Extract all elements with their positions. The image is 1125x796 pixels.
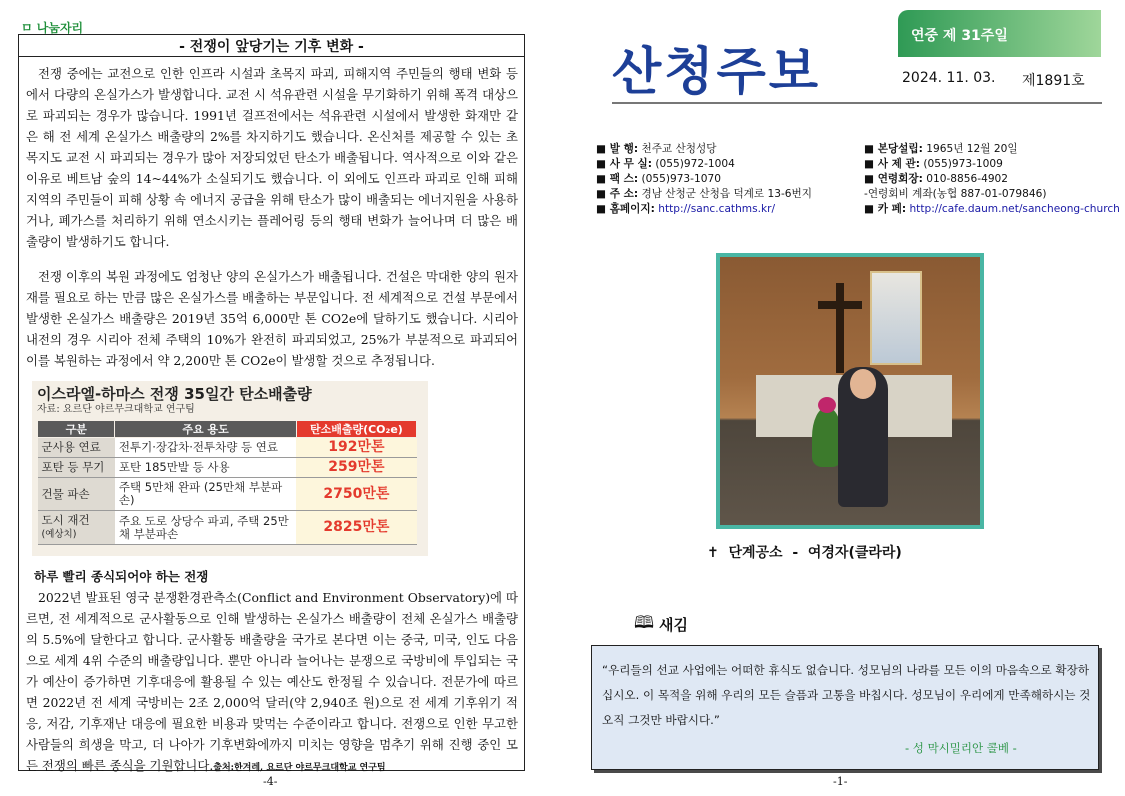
crucifix-graphic <box>818 301 862 309</box>
article-subheading: 하루 빨리 종식되어야 하는 전쟁 <box>34 569 209 584</box>
table-cell-emissions: 2825만톤 <box>296 511 416 545</box>
divine-mercy-picture <box>870 271 922 365</box>
table-row <box>38 438 417 458</box>
table-cell-use: 포탄 185만발 등 사용 <box>115 458 296 478</box>
table-row <box>38 458 417 478</box>
flower-graphic <box>818 397 836 413</box>
emissions-table-figure <box>32 381 428 556</box>
info-value: 천주교 산청성당 <box>641 143 717 155</box>
info-key: ■ 본당설립: <box>864 143 923 155</box>
cafe-link[interactable]: http://cafe.daum.net/sancheong-church <box>909 203 1120 215</box>
quote-attribution: - 성 막시밀리안 콜베 - <box>905 741 1017 755</box>
table-cell-emissions: 2750만톤 <box>296 478 416 511</box>
info-value: 계좌(농협 887-01-079846) <box>912 188 1047 200</box>
info-key: ■ 연령회장: <box>864 173 923 185</box>
page-number-left: -4- <box>263 775 278 788</box>
parish-photo <box>720 257 980 525</box>
issue-date: 2024. 11. 03. <box>902 70 996 86</box>
book-icon: 🕮 <box>634 613 655 633</box>
section-tag: ㅁ 나눔자리 <box>21 21 84 35</box>
info-key: -연령회비 <box>864 188 909 200</box>
info-key: ■ 팩 스: <box>596 173 639 185</box>
category-text: 도시 재건 <box>41 513 90 527</box>
article-paragraph-3 <box>26 587 518 779</box>
info-key: ■ 카 페: <box>864 203 907 215</box>
info-key: ■ 홈페이지: <box>596 203 655 215</box>
figure-title: 이스라엘-하마스 전쟁 35일간 탄소배출량 <box>37 385 312 403</box>
article-title: - 전쟁이 앞당기는 기후 변화 - <box>179 39 364 55</box>
figure-source: 자료: 요르단 야르무크대학교 연구팀 <box>37 404 195 415</box>
page-number-right: -1- <box>833 775 848 788</box>
table-cell-category: 군사용 연료 <box>38 438 115 458</box>
table-cell-emissions: 192만톤 <box>296 438 416 458</box>
title-divider <box>19 56 524 57</box>
info-row <box>864 187 1120 202</box>
info-row <box>596 157 812 172</box>
category-note: (예상치) <box>41 529 77 540</box>
crucifix-graphic <box>836 283 844 373</box>
parish-info-right <box>864 142 1120 217</box>
info-key: ■ 사 무 실: <box>596 158 653 170</box>
info-value: 1965년 12월 20일 <box>926 143 1018 155</box>
info-row <box>596 187 812 202</box>
saegim-heading: 새김 <box>659 616 688 634</box>
homepage-link[interactable]: http://sanc.cathms.kr/ <box>658 203 776 215</box>
info-row <box>596 202 812 217</box>
emissions-table <box>37 420 417 545</box>
table-row <box>38 478 417 511</box>
info-key: ■ 사 제 관: <box>864 158 921 170</box>
info-row <box>596 142 812 157</box>
table-header-use: 주요 용도 <box>115 421 296 438</box>
quote-text: “우리들의 선교 사업에는 어떠한 휴식도 없습니다. 성모님의 나라를 모든 이의 마음속으로 확장하십시오. 이 목적을 위해 우리의 모든 슬픔과 고통을 바칩시다. 성모님이 우리에게 만족해하시는 것 오직 그것만 바랍시다.” <box>602 663 1091 727</box>
table-cell-use: 주택 5만채 완파 (25만채 부분파손) <box>115 478 296 511</box>
article-credit: 출처:한겨레, 요르단 야르무크대학교 연구팀 <box>213 763 386 773</box>
info-value: (055)972-1004 <box>655 158 735 170</box>
parish-info-left <box>596 142 812 217</box>
info-value: (055)973-1070 <box>641 173 721 185</box>
info-value: 010-8856-4902 <box>926 173 1009 185</box>
info-value: 경남 산청군 산청읍 덕계로 13-6번지 <box>641 188 813 200</box>
table-header-row <box>38 421 417 438</box>
person-face-graphic <box>850 369 876 399</box>
table-header-emissions: 탄소배출량(CO₂e) <box>296 421 416 438</box>
article-paragraph-2: 전쟁 이후의 복원 과정에도 엄청난 양의 온실가스가 배출됩니다. 건설은 막대한 양의 원자재를 필요로 하는 만큼 많은 온실가스를 배출하는 부문입니다. 전 세계적으로 건설 부문에서 발생한 온실가스 배출량은 2019년 35억 6,000만 톤 CO2e에 달하기도 했습니다. 시리아 내전의 경우 시리아 전체 주택의 10%가 완전히 파괴되었고, 25%가 부분적으로 파괴되어 이를 복원하는 과정에서 약 2,200만 톤 CO2e이 발생할 것으로 추정됩니다. <box>26 269 518 368</box>
info-row <box>864 202 1120 217</box>
photo-caption: ✝ 단계공소 - 여경자(클라라) <box>707 545 902 561</box>
issue-number: 제1891호 <box>1022 73 1085 89</box>
info-row <box>864 157 1120 172</box>
table-cell-category <box>38 511 115 545</box>
info-value: (055)973-1009 <box>923 158 1003 170</box>
info-row <box>596 172 812 187</box>
info-row <box>864 172 1120 187</box>
info-key: ■ 발 행: <box>596 143 639 155</box>
table-cell-use: 전투기·장갑차·전투차량 등 연료 <box>115 438 296 458</box>
table-cell-use: 주요 도로 상당수 파괴, 주택 25만채 부분파손 <box>115 511 296 545</box>
header-divider <box>612 102 1102 104</box>
table-row <box>38 511 417 545</box>
table-header-category: 구분 <box>38 421 115 438</box>
masthead-title: 산청주보 <box>612 43 822 102</box>
table-cell-category: 포탄 등 무기 <box>38 458 115 478</box>
info-row <box>864 142 1120 157</box>
table-cell-emissions: 259만톤 <box>296 458 416 478</box>
paragraph-3-text: 2022년 발표된 영국 분쟁환경관측소(Conflict and Environment Observatory)에 따르면, 전 세계적으로 군사활동으로 인해 발생하는 온실가스 배출량이 전체 온실가스 배출량의 5.5%에 달한다고 합니다. 군사활동 배출량을 국가로 본다면 이는 중국, 미국, 인도 다음으로 세계 4위 수준의 배출량입니다. 뿐만 아니라 늘어나는 분쟁으로 국방비에 투입되는 국가 예산이 증가하면 기후대응에 활용될 수 있는 예산도 한정될 수 있습니다. 전문가에 따르면 2022년 전 세계 국방비는 2조 2,000억 달러(약 2,940조 원)으로 전 세계 기후위기 적응, 저감, 기후재난 대응에 필요한 비용과 맞먹는 수준이라고 합니다. 전쟁으로 인한 무고한 사람들의 희생을 막고, 더 나아가 기후변화에까지 미치는 영향을 멈추기 위해 진행 중인 모든 전쟁의 빠른 종식을 기원합니다. <box>26 590 518 773</box>
week-badge-label: 연중 제 31주일 <box>911 28 1008 44</box>
info-key: ■ 주 소: <box>596 188 639 200</box>
parish-photo-frame <box>716 253 984 529</box>
table-cell-category: 건물 파손 <box>38 478 115 511</box>
article-paragraph-1: 전쟁 중에는 교전으로 인한 인프라 시설과 초목지 파괴, 피해지역 주민들의 행태 변화 등에서 다량의 온실가스가 발생합니다. 교전 시 석유관련 시설을 무기화하기 위해 폭격 대상으로 파괴되는 경우가 많습니다. 1991년 걸프전에서는 석유관련 시설에서 발생한 화재만 같은 해 전 세계 온실가스 배출량의 2%를 차지하기도 했습니다. 온신처를 제공할 수 있는 초목지도 교전 시 파괴되는 경우가 많아 저장되었던 탄소가 배출됩니다. 역사적으로 이와 같은 이유로 베트남 숲의 14~44%가 소실되기도 했습니다. 이 외에도 인프라 파괴로 인해 피해지역의 주민들이 피해 상황 속 에너지 공급을 위해 탄소가 많이 배출되는 에너지원을 사용하거나, 폐가스를 처리하기 위해 연소시키는 플레어링 등의 행태 변화가 늘어나며 더 많은 배출량이 발생하기도 합니다. <box>26 66 518 249</box>
